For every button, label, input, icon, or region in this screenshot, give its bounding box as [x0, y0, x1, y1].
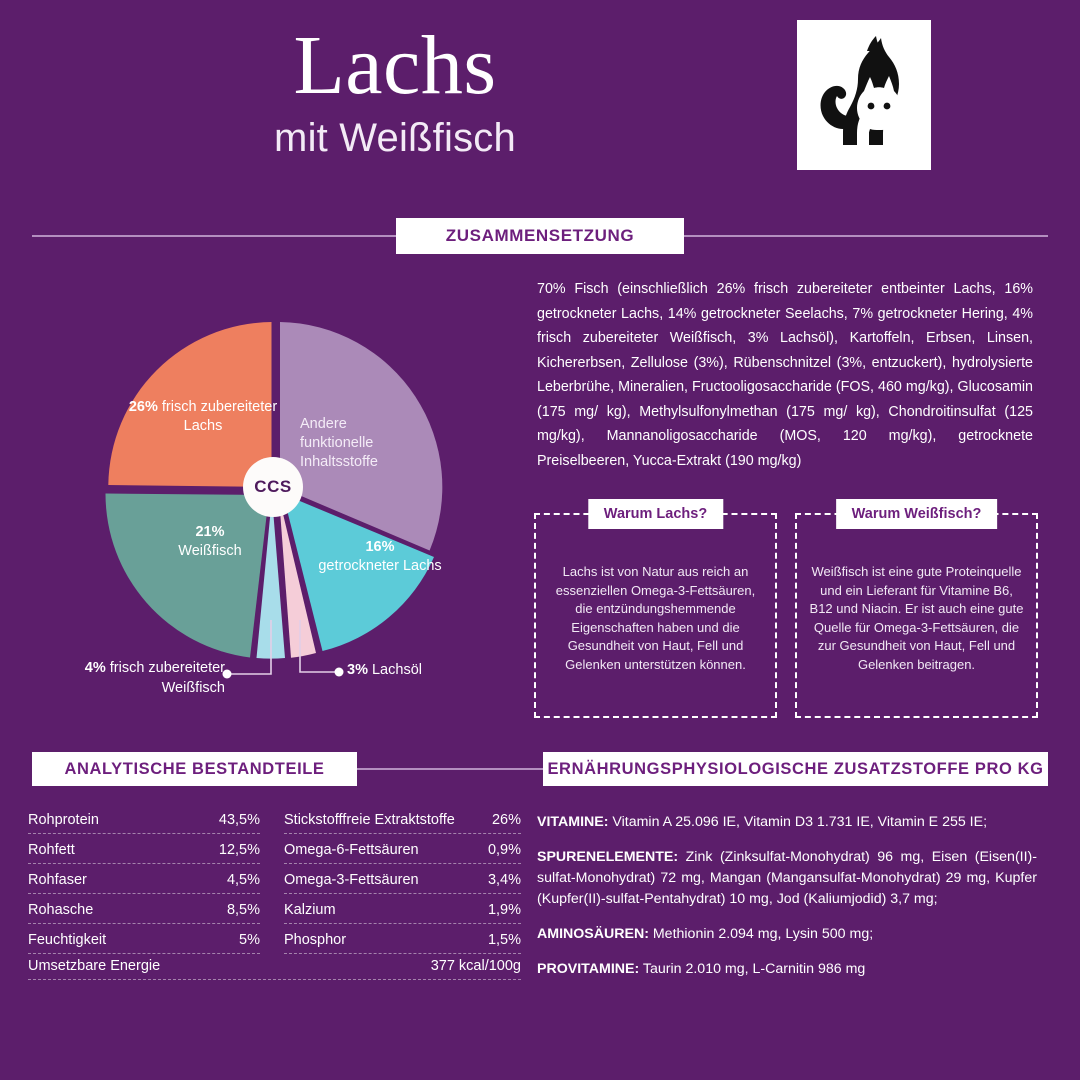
- composition-pie-chart: [0, 280, 520, 720]
- table-row: [28, 842, 260, 864]
- pie-label-frisch-lachs-text: frisch zubereiteter Lachs: [157, 399, 278, 434]
- additives-paragraph: [537, 812, 1037, 833]
- pie-slice-frisch-lachs: [108, 322, 271, 487]
- analytical-value: 43,5%: [218, 812, 260, 828]
- pie-label-andere-line1: Andere: [300, 416, 347, 432]
- analytical-value: 12,5%: [218, 842, 260, 858]
- pie-callout-3-pct: 3%: [347, 662, 368, 678]
- analytical-key: Omega-6-Fettsäuren: [284, 842, 419, 858]
- analytical-value: 4,5%: [226, 872, 260, 888]
- pie-callout-frisch-weissfisch: [20, 658, 225, 698]
- pie-label-getrockneter-pct: 16%: [365, 539, 395, 555]
- heading-rule-left: [32, 235, 396, 237]
- table-row: [28, 902, 260, 924]
- analytical-key: Phosphor: [284, 932, 347, 948]
- additives-label: SPURENELEMENTE:: [537, 849, 679, 865]
- analytical-value: 26%: [491, 812, 521, 828]
- info-card-warum-weissfisch: [795, 506, 1038, 718]
- additives-text: Methionin 2.094 mg, Lysin 500 mg;: [648, 926, 874, 942]
- heading-rule-bottom: [357, 768, 543, 770]
- pie-slice-weissfisch: [105, 494, 269, 658]
- analytical-table-right: [284, 812, 521, 962]
- table-row: [28, 958, 521, 980]
- pie-label-getrockneter-text: getrockneter Lachs: [318, 558, 442, 574]
- title-block: [0, 18, 790, 162]
- page-subtitle: mit Weißfisch: [274, 116, 516, 160]
- pie-callout-4-text: frisch zubereiteter Weißfisch: [105, 660, 225, 696]
- analytical-key: Omega-3-Fettsäuren: [284, 872, 419, 888]
- analytical-energy-key: Umsetzbare Energie: [28, 958, 161, 974]
- table-row: [28, 872, 260, 894]
- page-title: Lachs: [293, 19, 497, 112]
- pie-callout-lachsoel: [347, 660, 507, 680]
- info-card-warum-weissfisch-body: Weißfisch ist eine gute Proteinquelle und ein Lieferant für Vitamine B6, B12 und Niacin. Er ist auch eine gute Quelle für Omega-3-Fettsäuren, die zur Gesundheit von Haut, Fell und Gelenken beitragen.: [809, 564, 1024, 672]
- pie-label-andere-line3: Inhaltsstoffe: [300, 454, 378, 470]
- table-row: [28, 812, 260, 834]
- section-heading-analytical: ANALYTISCHE BESTANDTEILE: [32, 752, 357, 786]
- table-row: [284, 872, 521, 894]
- analytical-table-left: [28, 812, 260, 962]
- additives-paragraph: [537, 959, 1037, 980]
- table-row: [284, 902, 521, 924]
- cat-logo-icon: [809, 32, 919, 158]
- pie-callout-4-pct: 4%: [84, 660, 106, 676]
- table-row: [28, 932, 260, 954]
- section-heading-composition: ZUSAMMENSETZUNG: [396, 218, 684, 254]
- brand-logo: [797, 20, 931, 170]
- analytical-value: 3,4%: [487, 872, 521, 888]
- info-card-warum-lachs: [534, 506, 777, 718]
- analytical-value: 5%: [239, 932, 260, 948]
- page-header: [0, 0, 1080, 195]
- analytical-key: Rohprotein: [28, 812, 99, 828]
- additives-label: VITAMINE:: [537, 814, 609, 830]
- info-card-warum-weissfisch-title: Warum Weißfisch?: [836, 499, 998, 529]
- analytical-key: Stickstofffreie Extraktstoffe: [284, 812, 455, 828]
- analytical-key: Feuchtigkeit: [28, 932, 107, 948]
- additives-paragraph: [537, 847, 1037, 910]
- analytical-energy-row: [28, 958, 521, 988]
- analytical-key: Rohfett: [28, 842, 75, 858]
- additives-panel: [537, 812, 1037, 980]
- additives-label: AMINOSÄUREN:: [537, 926, 649, 942]
- pie-callout-3-text: Lachsöl: [367, 662, 422, 678]
- pie-label-andere-line2: funktionelle: [300, 435, 374, 451]
- analytical-key: Rohfaser: [28, 872, 87, 888]
- analytical-energy-value: 377 kcal/100g: [430, 958, 521, 974]
- additives-paragraph: [537, 924, 1037, 945]
- analytical-value: 1,5%: [487, 932, 521, 948]
- additives-text: Zink (Zinksulfat-Monohydrat) 96 mg, Eisen (Eisen(II)-sulfat-Monohydrat) 72 mg, Mangan (Mangansulfat-Monohydrat) 29 mg, Kupfer (Kupfer(II)-sulfat-Pentahydrat) 10 mg, Jod (Kaliumjodid) 3,7 mg;: [537, 849, 1037, 907]
- table-row: [284, 842, 521, 864]
- info-card-warum-lachs-title: Warum Lachs?: [588, 499, 723, 529]
- analytical-key: Kalzium: [284, 902, 336, 918]
- analytical-key: Rohasche: [28, 902, 94, 918]
- additives-text: Vitamin A 25.096 IE, Vitamin D3 1.731 IE, Vitamin E 255 IE;: [608, 814, 988, 830]
- heading-rule-right: [684, 235, 1048, 237]
- analytical-value: 8,5%: [226, 902, 260, 918]
- analytical-value: 0,9%: [487, 842, 521, 858]
- table-row: [284, 812, 521, 834]
- pie-center-badge: CCS: [243, 457, 303, 517]
- section-heading-additives: ERNÄHRUNGSPHYSIOLOGISCHE ZUSATZSTOFFE PRO KG: [543, 752, 1048, 786]
- additives-text: Taurin 2.010 mg, L-Carnitin 986 mg: [639, 961, 866, 977]
- table-row: [284, 932, 521, 954]
- composition-text: 70% Fisch (einschließlich 26% frisch zubereiteter entbeinter Lachs, 16% getrockneter Lachs, 14% getrockneter Seelachs, 7% getrockneter Hering, 4% frisch zubereiteter Weißfisch, 3% Lachsöl), Kartoffeln, Erbsen, Linsen, Kichererbsen, Zellulose (3%), Rübenschnitzel (3%, entzuckert), hydrolysierte Leberbrühe, Mineralien, Fructooligosaccharide (FOS, 460 mg/kg), Glucosamin (175 mg/ kg), Methylsulfonylmethan (175 mg/ kg), Chondroitinsulfat (125 mg/kg), Mannanoligosaccharide (MOS, 120 mg/kg), getrocknete Preiselbeeren, Yucca-Extrakt (190 mg/kg): [537, 281, 1033, 469]
- analytical-value: 1,9%: [487, 902, 521, 918]
- info-card-warum-lachs-body: Lachs ist von Natur aus reich an essenziellen Omega-3-Fettsäuren, die entzündungshemmende Eigenschaften haben und die Gesundheit von Haut, Fell und Gelenken unterstützen können.: [555, 564, 756, 672]
- additives-label: PROVITAMINE:: [537, 961, 640, 977]
- pie-label-frisch-lachs-pct: 26%: [128, 399, 158, 415]
- pie-label-weissfisch-pct: 21%: [195, 524, 225, 540]
- pie-label-weissfisch-text: Weißfisch: [178, 543, 242, 559]
